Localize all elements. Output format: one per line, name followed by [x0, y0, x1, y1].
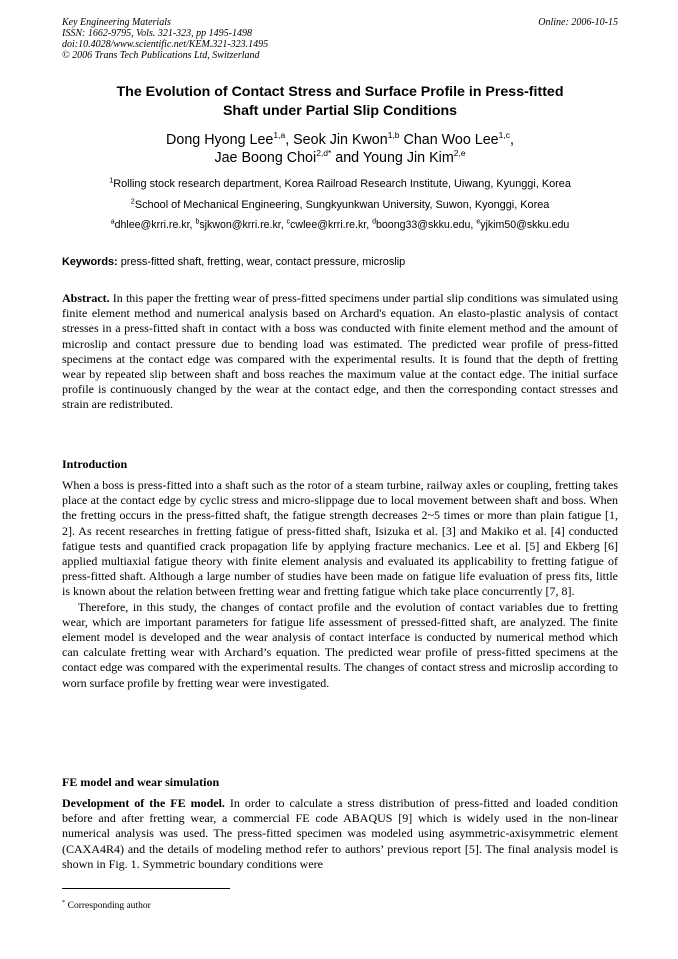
abstract-paragraph	[62, 291, 618, 413]
fe-model-text: In order to calculate a stress distribution of press-fitted and loaded condition before and after fretting wear, a commercial FE code ABAQUS [9] which is widely used in the non-linear numerical analysis was used. The press-fitted specimen was modeled using asymmetric-axisymmetric element (CAXA4R4) and the details of modeling method refer to authors’ previous report [5]. The final analysis model is shown in Fig. 1. Symmetric boundary conditions were	[62, 796, 618, 871]
email-mark: b	[195, 218, 200, 226]
email-address: boong33@skku.edu,	[376, 219, 477, 231]
footnote-mark: *	[62, 899, 66, 906]
affiliation-1	[62, 177, 618, 191]
email-address: cwlee@krri.re.kr,	[290, 219, 373, 231]
author-emails	[62, 218, 618, 232]
author-affil-mark: 1,b	[387, 130, 400, 141]
paper-title	[62, 83, 618, 121]
affiliation-number: 1	[109, 175, 114, 185]
email-address: dhlee@krri.re.kr,	[114, 219, 196, 231]
footnote-text: Corresponding author	[65, 901, 151, 912]
affiliation-text: Rolling stock research department, Korea Railroad Research Institute, Uiwang, Kyunggi, Korea	[113, 178, 571, 190]
fe-model-body	[62, 796, 618, 872]
abstract	[62, 291, 618, 413]
journal-doi: doi:10.4028/www.scientific.net/KEM.321-323.1495	[62, 39, 269, 50]
section-heading-introduction: Introduction	[62, 457, 128, 471]
section-heading-fe-model: FE model and wear simulation	[62, 775, 220, 789]
affiliation-number: 2	[130, 196, 135, 206]
abstract-text: In this paper the fretting wear of press-fitted specimens under partial slip conditions was simulated using finite element method and numerical analysis based on Archard's equation. An elasto-plastic analysis of contact stresses in a press-fitted shaft in contact with a boss was conducted with finite element method and the amount of microslip and contact pressure due to bending load was estimated. The predicted wear profile of press-fitted specimens at the contact edge was compared with the experimental results. It is found that the depth of fretting wear by repeated slip between shaft and boss reaches the maximum value at the contact edge. The initial surface profile is continuously changed by the wear at the contact edge, and then the corresponding contact stresses and strain are redistributed.	[62, 291, 618, 412]
online-date: Online: 2006-10-15	[538, 17, 618, 28]
introduction-body	[62, 478, 618, 691]
journal-copyright: © 2006 Trans Tech Publications Ltd, Switzerland	[62, 50, 260, 61]
author-line-2	[62, 149, 618, 167]
keywords-text: press-fitted shaft, fretting, wear, contact pressure, microslip	[117, 256, 406, 268]
email-mark: d	[372, 218, 377, 226]
footnote-rule	[62, 888, 230, 889]
affiliation-text: School of Mechanical Engineering, Sungkyunkwan University, Suwon, Kyonggi, Korea	[134, 199, 550, 211]
email-address: yjkim50@skku.edu	[480, 219, 570, 231]
paper-title-line-1: The Evolution of Contact Stress and Surface Profile in Press-fitted	[116, 84, 564, 100]
journal-issn: ISSN: 1662-9795, Vols. 321-323, pp 1495-1498	[62, 28, 252, 39]
email-mark: c	[286, 218, 291, 226]
journal-header	[62, 17, 618, 61]
introduction-paragraph-2: Therefore, in this study, the changes of contact profile and the evolution of contact variables due to fretting wear, which are important parameters for fatigue life assessment of pressed-fitted shaft, are analyzed. The finite element model is developed and the wear analysis of contact interface is conducted by numerical method which can calculate fretting wear with Archard’s equation. The predicted wear profile of press-fitted specimens at the contact edge was compared with the experimental results. The changes of contact stress and microslip according to worn surface profile by fretting wear were investigated.	[62, 599, 618, 690]
author-affil-mark: 1,c	[498, 130, 510, 141]
email-mark: e	[476, 218, 481, 226]
email-address: sjkwon@krri.re.kr,	[199, 219, 287, 231]
author-line-1	[62, 131, 618, 149]
author-affil-mark: 1,a	[273, 130, 286, 141]
fe-model-paragraph	[62, 796, 618, 872]
journal-name: Key Engineering Materials	[62, 17, 171, 28]
author-list	[62, 131, 618, 167]
keywords	[62, 255, 618, 269]
paper-title-line-2: Shaft under Partial Slip Conditions	[222, 103, 458, 119]
author-affil-mark: 2,d*	[316, 148, 332, 159]
keywords-label: Keywords:	[62, 256, 118, 268]
author-separator: ,	[509, 132, 514, 148]
introduction-paragraph-1: When a boss is press-fitted into a shaft such as the rotor of a steam turbine, railway axles or coupling, fretting takes place at the contact edge by cyclic stress and micro-slippage due to local movement between shaft and boss. When the fretting occurs in the press-fitted shaft, the fatigue strength decreases 2~5 times or more than plain fatigue [1, 2]. As recent researches in fretting fatigue of press-fitted shaft, Isizuka et al. [3] and Makiko et al. [4] conducted fatigue tests and quantified crack propagation life by applying fracture mechanics. Lee et al. [5] and Ekberg [6] applied multiaxial fatigue theory with finite element analysis and evaluated its applicability to fretting fatigue of press-fitted shaft. Although a large number of studies have been made on fatigue life evaluation of press fits, little is known about the relation between fretting wear and fretting fatigue which take place concurrently [7, 8].	[62, 478, 618, 599]
abstract-label: Abstract.	[62, 291, 110, 305]
author-name: Jae Boong Choi	[214, 150, 317, 166]
subsection-label: Development of the FE model.	[62, 796, 225, 810]
author-name: Dong Hyong Lee	[166, 132, 274, 148]
author-affil-mark: 2,e	[453, 148, 466, 159]
affiliation-2	[62, 198, 618, 212]
author-name: , Seok Jin Kwon	[285, 132, 388, 148]
author-name: Chan Woo Lee	[399, 132, 499, 148]
email-mark: a	[110, 218, 115, 226]
author-name: and Young Jin Kim	[331, 150, 454, 166]
footnote	[62, 897, 151, 912]
